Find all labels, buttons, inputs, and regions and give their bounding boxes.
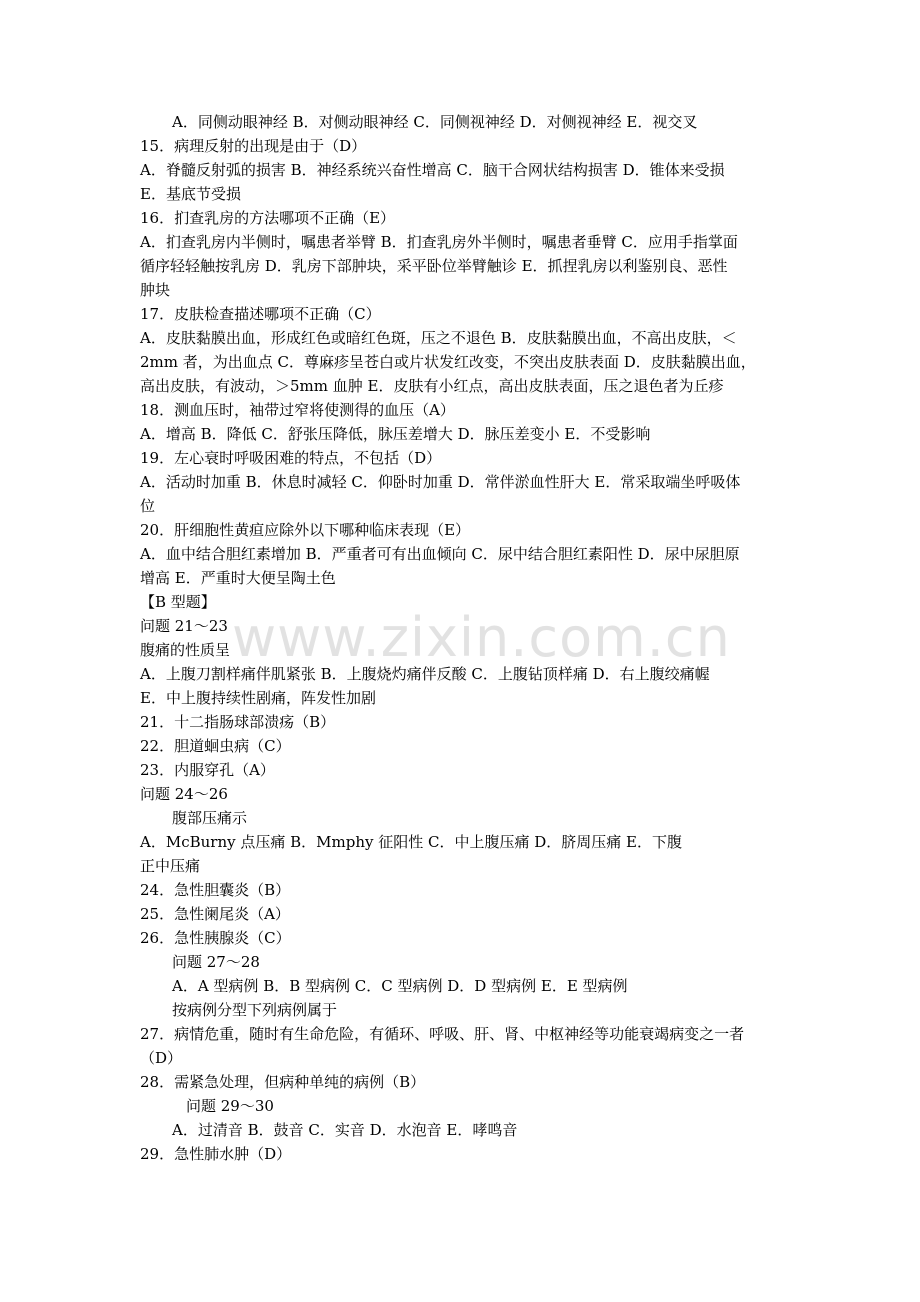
text-line: A．上腹刀割样痛伴肌紧张 B．上腹烧灼痛伴反酸 C．上腹钻顶样痛 D．右上腹绞痛幄 (140, 665, 710, 683)
text-line: A．McBurny 点压痛 B．Mmphy 征阳性 C．中上腹压痛 D．脐周压痛 E．下腹 (140, 833, 682, 851)
text-line: E．基底节受损 (140, 185, 241, 203)
text-line: 循序轻轻触按乳房 D．乳房下部肿块，采平卧位举臂触诊 E．抓捏乳房以利鉴别良、恶性 (140, 257, 728, 275)
text-line: 位 (140, 497, 156, 515)
question-15: 15．病理反射的出现是由于（D） (140, 137, 367, 155)
text-line: A．增高 B．降低 C．舒张压降低，脉压差增大 D．脉压差变小 E．不受影响 (140, 425, 651, 443)
question-group-header: 问题 27～28 (172, 953, 260, 971)
question-20: 20．肝细胞性黄疸应除外以下哪种临床表现（E） (140, 521, 471, 539)
text-line: A．脊髓反射弧的损害 B．神经系统兴奋性增高 C．脑干合网状结构损害 D．锥体来受损 (140, 161, 725, 179)
question-group-header: 问题 24～26 (140, 785, 228, 803)
question-29: 29．急性肺水肿（D） (140, 1145, 292, 1163)
text-line: A．A 型病例 B．B 型病例 C．C 型病例 D．D 型病例 E．E 型病例 (172, 977, 628, 995)
text-line: 腹部压痛示 (172, 809, 248, 827)
question-28: 28．需紧急处理，但病种单纯的病例（B） (140, 1073, 426, 1091)
watermark: www.zixin.com.cn (232, 606, 731, 669)
question-24: 24．急性胆囊炎（B） (140, 881, 291, 899)
text-line: 按病例分型下列病例属于 (172, 1001, 338, 1019)
question-23: 23．内服穿孔（A） (140, 761, 275, 779)
text-line: （D） (140, 1049, 183, 1067)
text-line: A．活动时加重 B．休息时减轻 C．仰卧时加重 D．常伴淤血性肝大 E．常采取端坐呼吸体 (140, 473, 741, 491)
question-21: 21．十二指肠球部溃疡（B） (140, 713, 336, 731)
question-18: 18．测血压时，袖带过窄将使测得的血压（A） (140, 401, 455, 419)
text-line: A．皮肤黏膜出血，形成红色或暗红色斑，压之不退色 B．皮肤黏膜出血，不高出皮肤，＜ (140, 329, 737, 347)
text-line: E．中上腹持续性剧痛，阵发性加剧 (140, 689, 376, 707)
text-line: A．同侧动眼神经 B．对侧动眼神经 C．同侧视神经 D．对侧视神经 E．视交叉 (172, 113, 698, 131)
text-line: 腹痛的性质呈 (140, 641, 231, 659)
question-16: 16．扪查乳房的方法哪项不正确（E） (140, 209, 396, 227)
text-line: 高出皮肤，有波动，＞5mm 血肿 E．皮肤有小红点，高出皮肤表面，压之退色者为丘疹 (140, 377, 724, 395)
text-line: A．过清音 B．鼓音 C．实音 D．水泡音 E．哮鸣音 (172, 1121, 518, 1139)
text-line: A．扪查乳房内半侧时，嘱患者举臂 B．扪查乳房外半侧时，嘱患者垂臂 C．应用手指掌面 (140, 233, 738, 251)
question-group-header: 问题 21～23 (140, 617, 228, 635)
text-line: A．血中结合胆红素增加 B．严重者可有出血倾向 C．尿中结合胆红素阳性 D．尿中尿胆原 (140, 545, 740, 563)
question-27: 27．病情危重，随时有生命危险，有循环、呼吸、肝、肾、中枢神经等功能衰竭病变之一者 (140, 1025, 745, 1043)
text-line: 肿块 (140, 281, 171, 299)
question-26: 26．急性胰腺炎（C） (140, 929, 291, 947)
question-25: 25．急性阑尾炎（A） (140, 905, 290, 923)
question-19: 19．左心衰时呼吸困难的特点，不包括（D） (140, 449, 442, 467)
text-line: 2mm 者，为出血点 C．尊麻疹呈苍白或片状发红改变，不突出皮肤表面 D．皮肤黏膜出血， (140, 353, 756, 371)
question-group-header: 问题 29～30 (186, 1097, 274, 1115)
section-heading: 【B 型题】 (140, 593, 216, 611)
question-17: 17．皮肤检查描述哪项不正确（C） (140, 305, 381, 323)
text-line: 正中压痛 (140, 857, 201, 875)
text-line: 增高 E．严重时大便呈陶土色 (140, 569, 336, 587)
question-22: 22．胆道蛔虫病（C） (140, 737, 291, 755)
